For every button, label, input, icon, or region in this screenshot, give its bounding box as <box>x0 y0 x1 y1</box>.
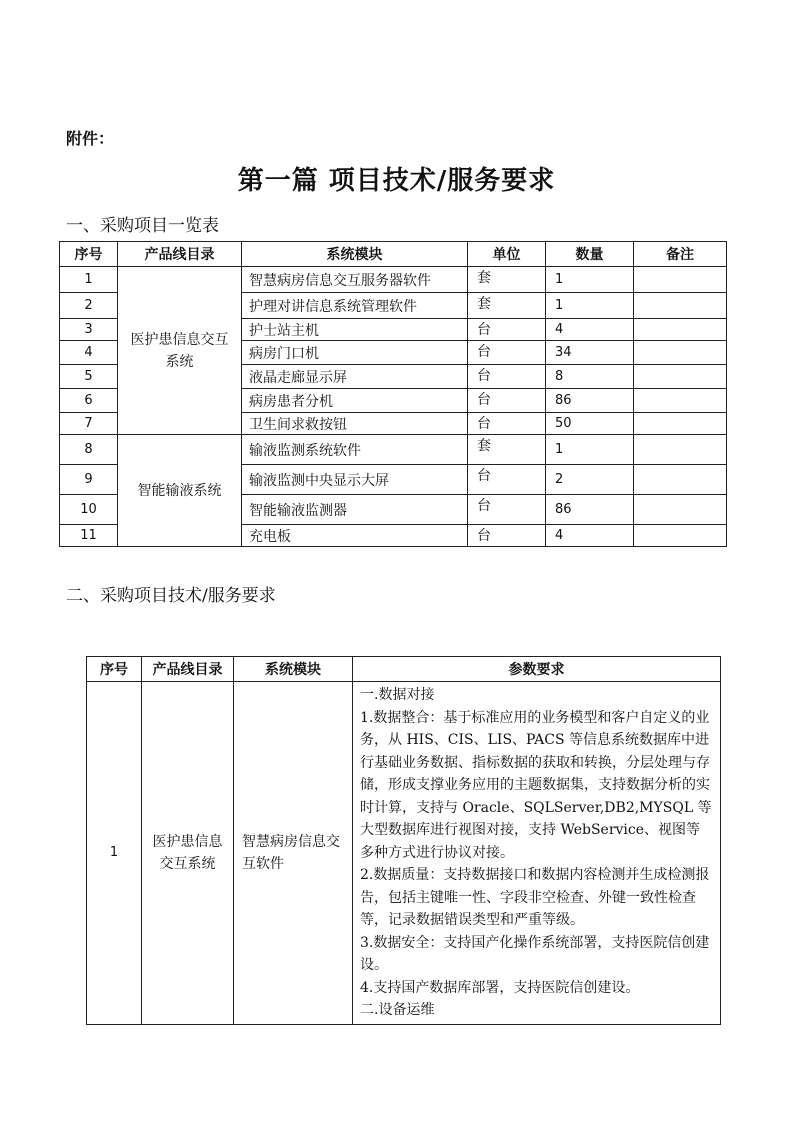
row-module: 护士站主机 <box>242 319 468 341</box>
row-note <box>634 365 727 389</box>
param-line: 2.数据质量：支持数据接口和数据内容检测并生成检测报告，包括主键唯一性、字段非空检查、外键一致性检查等，记录数据错误类型和严重等级。 <box>360 867 710 928</box>
table-row <box>60 267 727 293</box>
row-qty: 8 <box>546 365 634 389</box>
row-unit: 套 <box>468 293 546 319</box>
procurement-list-table <box>59 241 727 547</box>
row-no: 2 <box>60 293 118 319</box>
row-note <box>634 525 727 547</box>
row-module: 输液监测中央显示大屏 <box>242 465 468 495</box>
row-module: 智慧病房信息交互软件 <box>234 682 353 1025</box>
row-unit: 台 <box>468 465 546 495</box>
technical-requirements-table <box>86 656 721 1025</box>
row-module: 智能输液监测器 <box>242 495 468 525</box>
table-header-row <box>87 657 721 682</box>
row-qty: 1 <box>546 293 634 319</box>
table-row <box>60 435 727 465</box>
row-qty: 50 <box>546 413 634 435</box>
row-note <box>634 293 727 319</box>
row-unit: 台 <box>468 525 546 547</box>
row-unit: 套 <box>468 435 546 465</box>
row-qty: 1 <box>546 267 634 293</box>
row-no: 11 <box>60 525 118 547</box>
table-header-row <box>60 242 727 267</box>
row-no: 3 <box>60 319 118 341</box>
header-params: 参数要求 <box>353 657 721 682</box>
row-product-line: 医护患信息交互系统 <box>142 682 234 1025</box>
section2-heading: 二、采购项目技术/服务要求 <box>66 586 276 606</box>
header-no: 序号 <box>60 242 118 267</box>
row-unit: 台 <box>468 413 546 435</box>
row-no: 6 <box>60 389 118 413</box>
row-unit: 台 <box>468 341 546 365</box>
row-module: 病房患者分机 <box>242 389 468 413</box>
row-no: 4 <box>60 341 118 365</box>
header-module: 系统模块 <box>234 657 353 682</box>
row-note <box>634 267 727 293</box>
row-note <box>634 389 727 413</box>
row-product-line: 医护患信息交互系统 <box>118 267 242 435</box>
row-note <box>634 495 727 525</box>
table-row <box>87 682 721 1025</box>
param-line: 1.数据整合：基于标准应用的业务模型和客户自定义的业务，从 HIS、CIS、LIS、PACS 等信息系统数据库中进行基础业务数据、指标数据的获取和转换，分层处理与存储，形成支撑业务应用的主题数据集，支持数据分析的实时计算，支持与 Oracle、SQLServer,DB2,MYSQL 等大型数据库进行视图对接，支持 WebService、视图等多种方式进行协议对接。 <box>360 709 712 861</box>
row-unit: 台 <box>468 495 546 525</box>
row-module: 充电板 <box>242 525 468 547</box>
row-qty: 2 <box>546 465 634 495</box>
row-product-line: 智能输液系统 <box>118 435 242 547</box>
page-title: 第一篇 项目技术/服务要求 <box>237 166 556 196</box>
section1-heading: 一、采购项目一览表 <box>66 216 219 236</box>
row-note <box>634 319 727 341</box>
row-note <box>634 341 727 365</box>
row-no: 7 <box>60 413 118 435</box>
row-unit: 台 <box>468 319 546 341</box>
row-module: 卫生间求救按钮 <box>242 413 468 435</box>
row-unit: 套 <box>468 267 546 293</box>
row-qty: 86 <box>546 389 634 413</box>
row-no: 10 <box>60 495 118 525</box>
row-no: 9 <box>60 465 118 495</box>
row-module: 输液监测系统软件 <box>242 435 468 465</box>
row-module: 智慧病房信息交互服务器软件 <box>242 267 468 293</box>
header-qty: 数量 <box>546 242 634 267</box>
row-unit: 台 <box>468 389 546 413</box>
row-params <box>353 682 721 1025</box>
param-line: 一.数据对接 <box>360 687 435 703</box>
param-line: 4.支持国产数据库部署，支持医院信创建设。 <box>360 979 640 996</box>
row-note <box>634 465 727 495</box>
row-no: 1 <box>60 267 118 293</box>
row-note <box>634 435 727 465</box>
header-product-line: 产品线目录 <box>118 242 242 267</box>
row-module: 病房门口机 <box>242 341 468 365</box>
header-product-line: 产品线目录 <box>142 657 234 682</box>
row-no: 1 <box>87 682 142 1025</box>
row-module: 护理对讲信息系统管理软件 <box>242 293 468 319</box>
row-unit: 台 <box>468 365 546 389</box>
row-no: 8 <box>60 435 118 465</box>
header-note: 备注 <box>634 242 727 267</box>
param-line: 3.数据安全：支持国产化操作系统部署，支持医院信创建设。 <box>360 934 710 973</box>
row-qty: 34 <box>546 341 634 365</box>
row-note <box>634 413 727 435</box>
header-module: 系统模块 <box>242 242 468 267</box>
row-no: 5 <box>60 365 118 389</box>
row-qty: 4 <box>546 525 634 547</box>
row-qty: 4 <box>546 319 634 341</box>
row-qty: 86 <box>546 495 634 525</box>
row-qty: 1 <box>546 435 634 465</box>
attachment-label: 附件： <box>66 129 115 148</box>
param-line: 二.设备运维 <box>360 1002 435 1018</box>
header-unit: 单位 <box>468 242 546 267</box>
header-no: 序号 <box>87 657 142 682</box>
row-module: 液晶走廊显示屏 <box>242 365 468 389</box>
